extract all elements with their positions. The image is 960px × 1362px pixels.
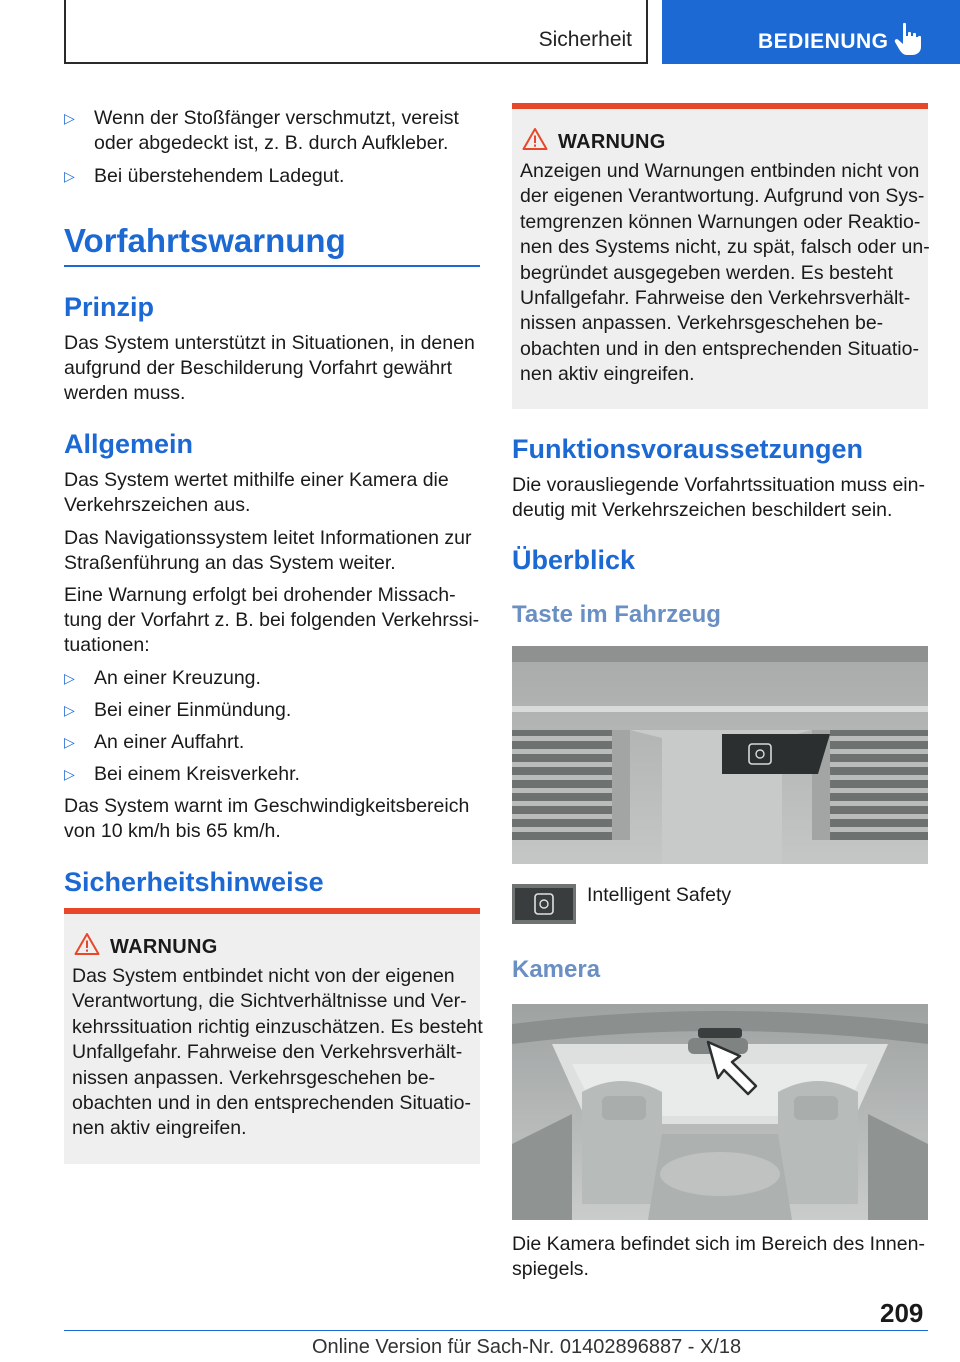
warning-title: WARNUNG	[110, 936, 218, 958]
bullet-triangle-icon: ▷	[64, 110, 75, 126]
bullet-triangle-icon: ▷	[64, 702, 75, 718]
warning-title: WARNUNG	[558, 131, 666, 153]
section-heading-allgemein: Allgemein	[64, 429, 194, 459]
warning-box	[512, 103, 928, 409]
warning-box	[64, 908, 483, 1164]
bullet-triangle-icon: ▷	[64, 766, 75, 782]
warning-triangle-icon	[74, 932, 100, 956]
chapter-heading: Vorfahrtswarnung	[64, 222, 346, 259]
paragraph: Die vorausliegende Vorfahrtssituation muss ein- deutig mit Verkehrszeichen beschildert sein.	[512, 474, 925, 521]
header-section-title: Sicherheit	[538, 28, 632, 51]
list-item-continuation: oder abgedeckt ist, z. B. durch Aufkleber.	[94, 132, 449, 154]
section-heading-funktionsvoraussetzungen: Funktionsvoraussetzungen	[512, 434, 864, 464]
paragraph: Das System wertet mithilfe einer Kamera die Verkehrszeichen aus.	[64, 469, 449, 516]
paragraph: Das Navigationssystem leitet Informationen zur Straßenführung an das System weiter.	[64, 527, 472, 574]
bullet-triangle-icon: ▷	[64, 168, 75, 184]
subsection-heading-taste: Taste im Fahrzeug	[512, 601, 721, 628]
warning-text: Anzeigen und Warnungen entbinden nicht von der eigenen Verantwortung. Aufgrund von Sys- temgrenzen können Warnungen oder Reaktio- nen des Systems nicht, zu spät, falsch oder un- begründet ausgegeben werden. Es besteht Unfallgefahr. Fahrweise den Verkehrsverhält- nissen anpassen. Verkehrsgeschehen be- obachten und in den entsprechenden Situatio- nen aktiv eingreifen.	[520, 160, 930, 386]
intelligent-safety-button-icon	[512, 884, 576, 924]
header-chapter-tab	[662, 0, 960, 64]
bullet-triangle-icon: ▷	[64, 670, 75, 686]
bullet-triangle-icon: ▷	[64, 734, 75, 750]
pointing-hand-icon	[894, 22, 922, 56]
subsection-heading-kamera: Kamera	[512, 956, 601, 983]
warning-text: Das System entbindet nicht von der eigenen Verantwortung, die Sichtverhältnisse und Ver- kehrssituation richtig einzuschätzen. Es besteht Unfallgefahr. Fahrweise den Verkehrsverhält- nissen anpassen. Verkehrsgeschehen be- obachten und in den entsprechenden Situatio- nen aktiv eingreifen.	[72, 965, 483, 1140]
footer-rule	[64, 1330, 928, 1331]
section-heading-ueberblick: Überblick	[512, 545, 636, 575]
camera-location-photo	[512, 1004, 928, 1220]
header-chapter-title: BEDIENUNG	[758, 30, 889, 53]
warning-triangle-icon	[522, 127, 548, 151]
paragraph: Eine Warnung erfolgt bei drohender Missach- tung der Vorfahrt z. B. bei folgenden Verkehrssi- tuationen:	[64, 584, 480, 656]
paragraph: Das System warnt im Geschwindigkeitsbereich von 10 km/h bis 65 km/h.	[64, 795, 470, 842]
button-label: Intelligent Safety	[587, 884, 732, 906]
caption: Die Kamera befindet sich im Bereich des Innen- spiegels.	[512, 1233, 925, 1280]
heading-rule	[64, 265, 480, 267]
page-number: 209	[880, 1298, 924, 1328]
footer-text: Online Version für Sach-Nr. 01402896887 - X/18	[312, 1336, 742, 1358]
paragraph: Das System unterstützt in Situationen, in denen aufgrund der Beschilderung Vorfahrt gewährt werden muss.	[64, 332, 475, 404]
header-section-box	[64, 0, 648, 64]
section-heading-sicherheitshinweise: Sicherheitshinweise	[64, 867, 324, 897]
section-heading-prinzip: Prinzip	[64, 292, 155, 322]
dashboard-button-photo	[512, 646, 928, 864]
